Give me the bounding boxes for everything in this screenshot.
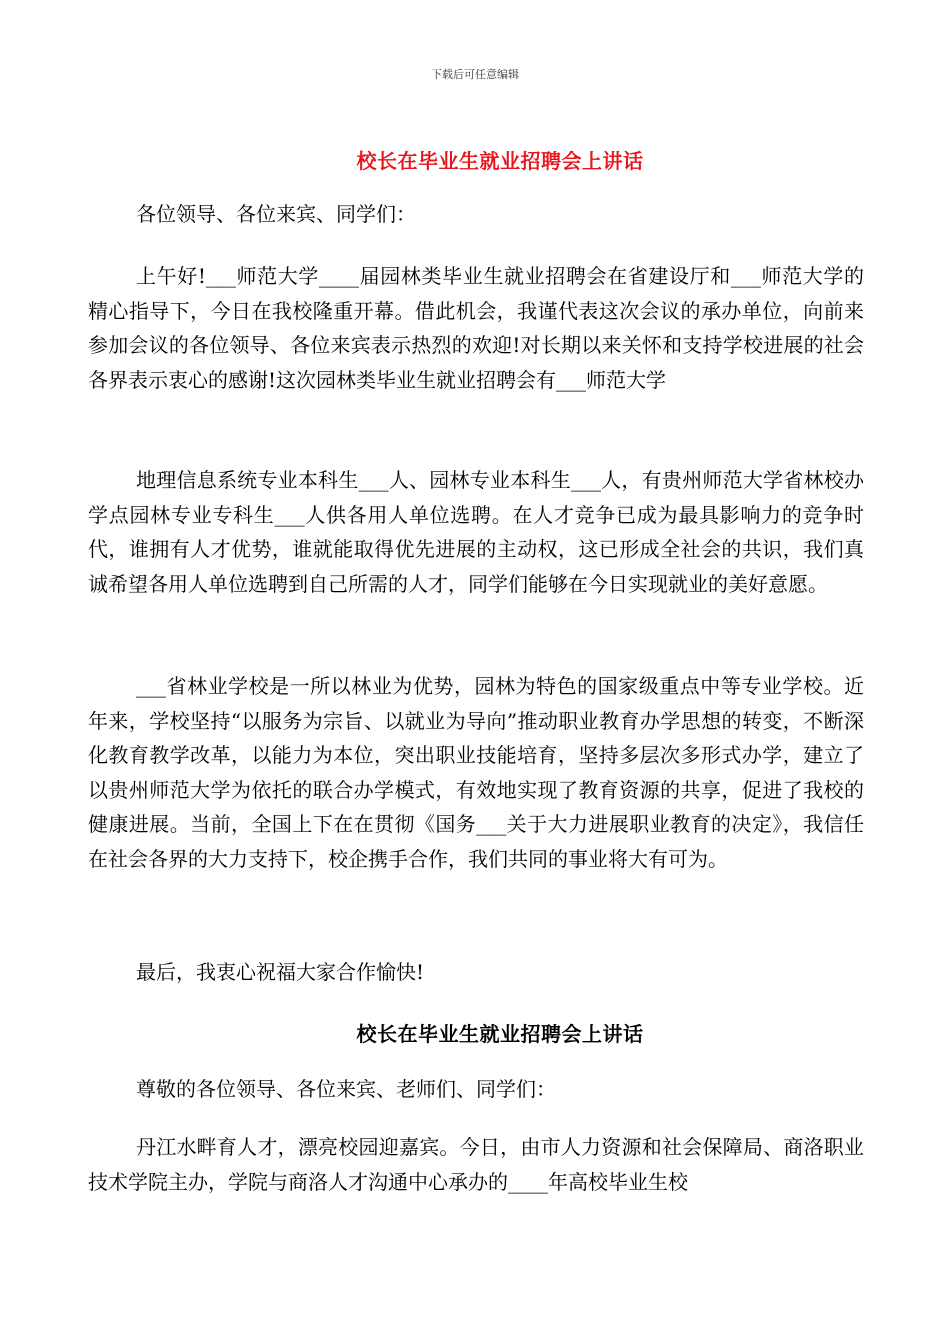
salutation-2: 尊敬的各位领导、各位来宾、老师们、同学们： (136, 1077, 556, 1101)
paragraph-second-opening: 丹江水畔育人才，漂亮校园迎嘉宾。今日，由市人力资源和社会保障局、商洛职业技术学院主办，学院与商洛人才沟通中心承办的____年高校毕业生校 (88, 1135, 864, 1194)
salutation-1: 各位领导、各位来宾、同学们： (136, 202, 416, 226)
speech-title-2: 校长在毕业生就业招聘会上讲话 (356, 1022, 644, 1046)
paragraph-opening: 上午好!___师范大学____届园林类毕业生就业招聘会在省建设厅和___师范大学的精心指导下，今日在我校隆重开幕。借此机会，我谨代表这次会议的承办单位，向前来参加会议的各位领导、各位来宾表示热烈的欢迎!对长期以来关怀和支持学校进展的社会各界表示衷心的感谢!这次园林类毕业生就业招聘会有___师范大学 (88, 264, 864, 392)
paragraph-students: 地理信息系统专业本科生___人、园林专业本科生___人，有贵州师范大学省林校办学点园林专业专科生___人供各用人单位选聘。在人才竞争已成为最具影响力的竞争时代，谁拥有人才优势，谁就能取得优先进展的主动权，这已形成全社会的共识，我们真诚希望各用人单位选聘到自己所需的人才，同学们能够在今日实现就业的美好意愿。 (88, 468, 864, 596)
paragraph-school: ___省林业学校是一所以林业为优势，园林为特色的国家级重点中等专业学校。近年来，学校坚持“以服务为宗旨、以就业为导向”推动职业教育办学思想的转变，不断深化教育教学改革，以能力为本位，突出职业技能培育，坚持多层次多形式办学，建立了以贵州师范大学为依托的联合办学模式，有效地实现了教育资源的共享，促进了我校的健康进展。当前，全国上下在在贯彻《国务___关于大力进展职业教育的决定》，我信任在社会各界的大力支持下，校企携手合作，我们共同的事业将大有可为。 (88, 674, 864, 871)
paragraph-closing: 最后，我衷心祝福大家合作愉快! (136, 960, 425, 984)
speech-title-1: 校长在毕业生就业招聘会上讲话 (356, 149, 644, 173)
header-note: 下载后可任意编辑 (431, 68, 519, 81)
